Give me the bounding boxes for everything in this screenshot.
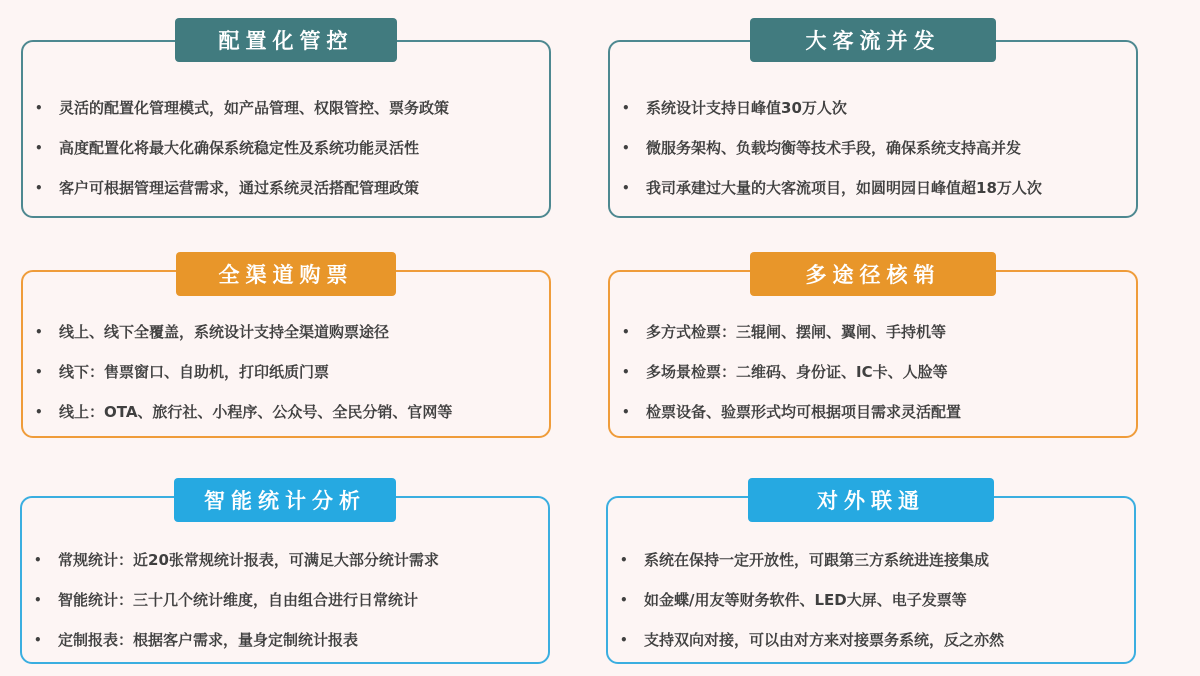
bullet-icon: • (622, 405, 630, 419)
list-item (33, 312, 543, 352)
item-text: 定制报表：根据客户需求，量身定制统计报表 (58, 631, 359, 649)
item-list (33, 88, 543, 208)
item-text: 线上、线下全覆盖，系统设计支持全渠道购票途径 (59, 323, 390, 341)
list-item (618, 580, 1128, 620)
item-text: 系统在保持一定开放性，可跟第三方系统进连接集成 (644, 551, 990, 569)
item-text: 多场景检票：二维码、身份证、IC卡、人脸等 (646, 363, 948, 381)
item-text: 线上：OTA、旅行社、小程序、公众号、全民分销、官网等 (59, 403, 453, 421)
item-list (618, 540, 1128, 660)
panel-high-concurrency (608, 18, 1138, 218)
item-text: 我司承建过大量的大客流项目，如圆明园日峰值超18万人次 (646, 179, 1042, 197)
bullet-icon: • (35, 101, 43, 115)
item-text: 系统设计支持日峰值30万人次 (646, 99, 847, 117)
bullet-icon: • (35, 325, 43, 339)
bullet-icon: • (35, 181, 43, 195)
panel-smart-analytics (20, 478, 550, 664)
panel-title: 大客流并发 (750, 18, 996, 62)
list-item (33, 168, 543, 208)
panel-multi-verification (608, 252, 1138, 438)
list-item (33, 128, 543, 168)
list-item (620, 168, 1130, 208)
item-text: 检票设备、验票形式均可根据项目需求灵活配置 (646, 403, 962, 421)
panel-title: 智能统计分析 (174, 478, 396, 522)
list-item (32, 620, 542, 660)
list-item (32, 540, 542, 580)
bullet-icon: • (622, 101, 630, 115)
list-item (620, 128, 1130, 168)
list-item (618, 540, 1128, 580)
item-list (620, 88, 1130, 208)
item-text: 微服务架构、负载均衡等技术手段，确保系统支持高并发 (646, 139, 1022, 157)
item-text: 智能统计：三十几个统计维度，自由组合进行日常统计 (58, 591, 419, 609)
panel-omnichannel-ticketing (21, 252, 551, 438)
panel-title: 对外联通 (748, 478, 994, 522)
list-item (620, 392, 1130, 432)
panel-title: 全渠道购票 (176, 252, 396, 296)
list-item (620, 352, 1130, 392)
item-text: 多方式检票：三辊闸、摆闸、翼闸、手持机等 (646, 323, 947, 341)
panel-external-integration (606, 478, 1136, 664)
bullet-icon: • (620, 593, 628, 607)
item-list (620, 312, 1130, 432)
bullet-icon: • (622, 141, 630, 155)
list-item (620, 312, 1130, 352)
list-item (620, 88, 1130, 128)
bullet-icon: • (35, 405, 43, 419)
item-text: 高度配置化将最大化确保系统稳定性及系统功能灵活性 (59, 139, 420, 157)
item-text: 支持双向对接，可以由对方来对接票务系统，反之亦然 (644, 631, 1005, 649)
list-item (33, 392, 543, 432)
bullet-icon: • (622, 181, 630, 195)
panel-title: 多途径核销 (750, 252, 996, 296)
item-text: 客户可根据管理运营需求，通过系统灵活搭配管理政策 (59, 179, 420, 197)
bullet-icon: • (620, 633, 628, 647)
list-item (32, 580, 542, 620)
bullet-icon: • (622, 325, 630, 339)
list-item (33, 88, 543, 128)
bullet-icon: • (34, 633, 42, 647)
bullet-icon: • (620, 553, 628, 567)
bullet-icon: • (34, 553, 42, 567)
bullet-icon: • (34, 593, 42, 607)
item-list (32, 540, 542, 660)
item-list (33, 312, 543, 432)
item-text: 如金蝶/用友等财务软件、LED大屏、电子发票等 (644, 591, 967, 609)
bullet-icon: • (35, 141, 43, 155)
list-item (618, 620, 1128, 660)
item-text: 灵活的配置化管理模式，如产品管理、权限管控、票务政策 (59, 99, 450, 117)
panel-config-control (21, 18, 551, 218)
panel-title: 配置化管控 (175, 18, 397, 62)
list-item (33, 352, 543, 392)
bullet-icon: • (35, 365, 43, 379)
item-text: 线下：售票窗口、自助机，打印纸质门票 (59, 363, 330, 381)
item-text: 常规统计：近20张常规统计报表，可满足大部分统计需求 (58, 551, 439, 569)
bullet-icon: • (622, 365, 630, 379)
